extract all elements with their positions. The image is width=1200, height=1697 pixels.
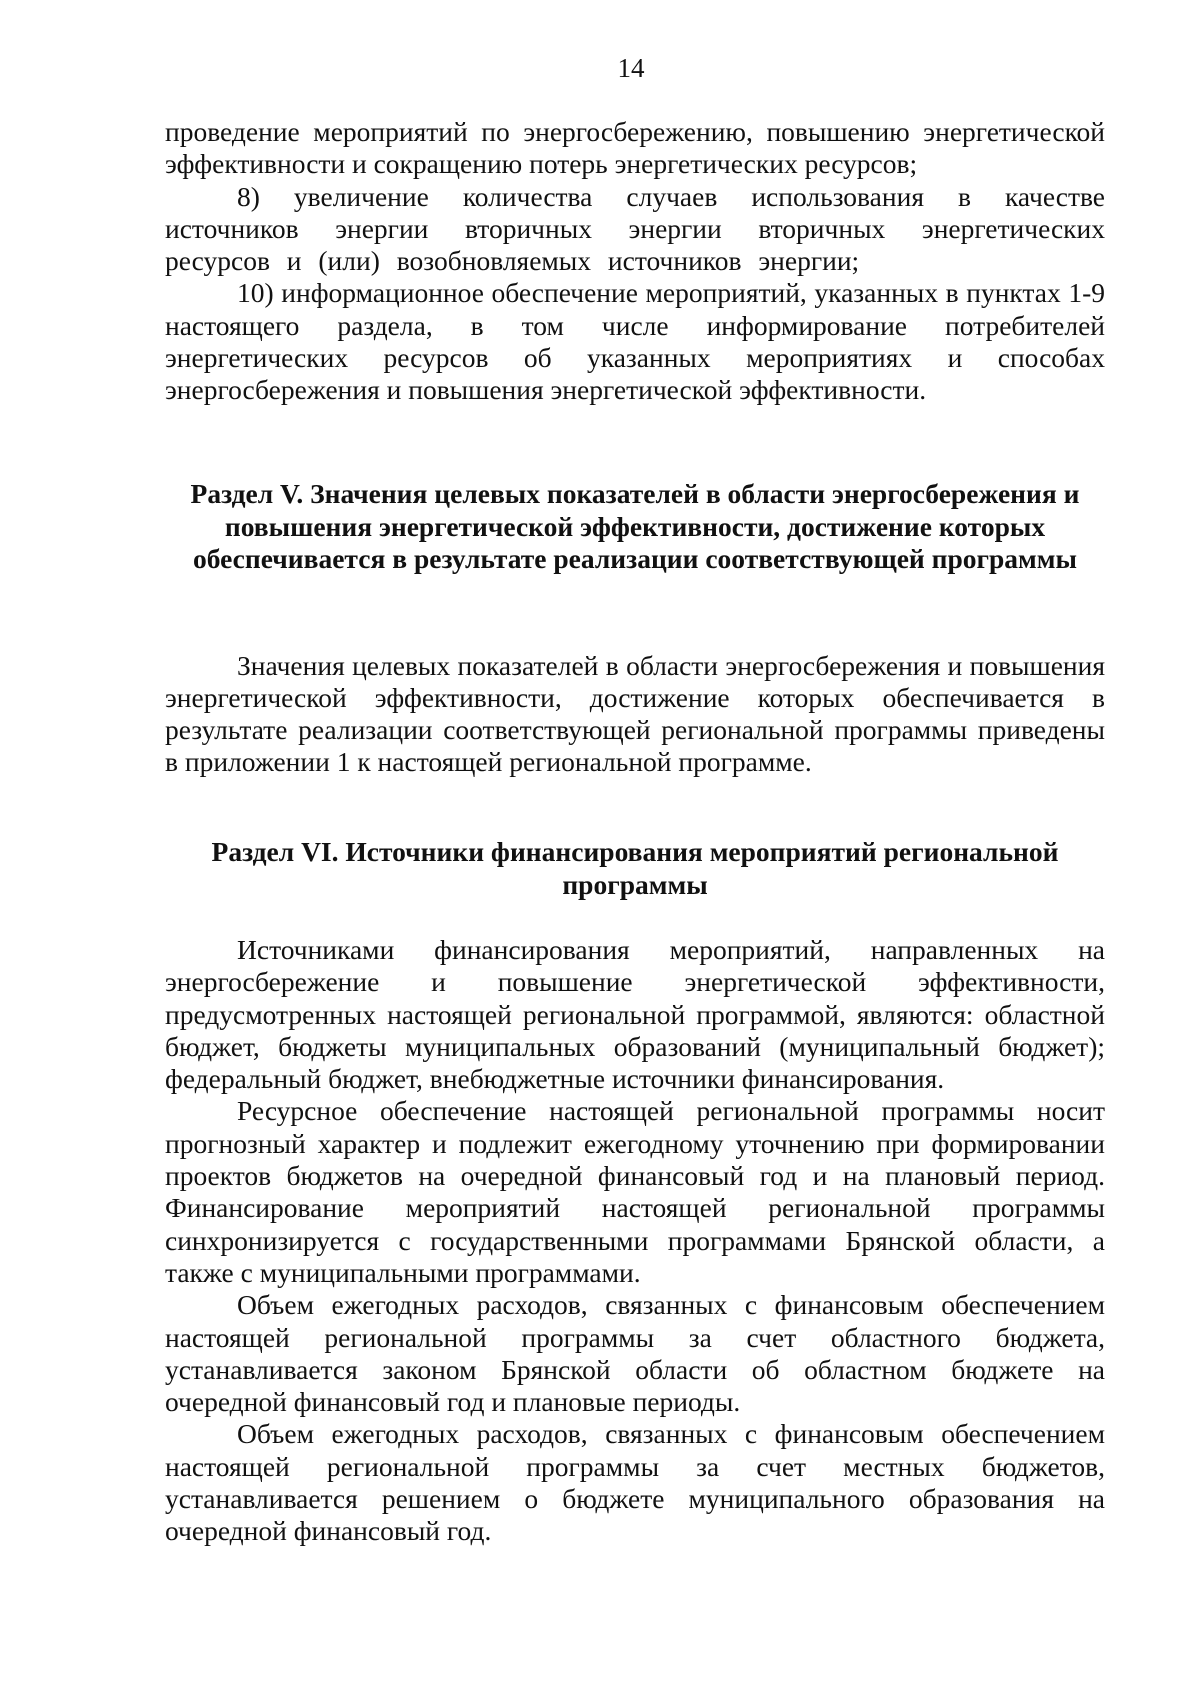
item7-continuation: проведение мероприятий по энергосбережению, повышению энергетической эффективности и сокращению потерь энергетических ресурсов;	[165, 116, 1105, 180]
page-number: 14	[617, 53, 645, 83]
list-item-8: 8) увеличение количества случаев использования в качестве источников энергии вторичных энергии вторичных энергетических ресурсов и (или) возобновляемых источников энергии;	[165, 180, 1105, 277]
section-5-heading: Раздел V. Значения целевых показателей в области энергосбережения и повышения энергетической эффективности, достижение которых обеспечивается в результате реализации соответствующей программы	[190, 478, 1080, 574]
section-6-paragraph-4: Объем ежегодных расходов, связанных с финансовым обеспечением настоящей региональной программы за счет местных бюджетов, устанавливается решением о бюджете муниципального образования на очередной финансовый год.	[165, 1418, 1105, 1547]
section-6	[165, 836, 1105, 1548]
section-6-paragraph-2: Ресурсное обеспечение настоящей региональной программы носит прогнозный характер и подлежит ежегодному уточнению при формировании проектов бюджетов на очередной финансовый год и на плановый период. Финансирование мероприятий настоящей региональной программы синхронизируется с государственными программами Брянской области, а также с муниципальными программами.	[165, 1095, 1105, 1288]
section-5	[165, 478, 1105, 779]
list-item-10: 10) информационное обеспечение мероприятий, указанных в пунктах 1-9 настоящего раздела, в том числе информирование потребителей энергетических ресурсов об указанных мероприятиях и способах энергосбережения и повышения энергетической эффективности.	[165, 277, 1105, 406]
section-6-heading: Раздел VI. Источники финансирования мероприятий региональной программы	[211, 836, 1059, 900]
section-6-paragraph-3: Объем ежегодных расходов, связанных с финансовым обеспечением настоящей региональной программы за счет областного бюджета, устанавливается законом Брянской области об областном бюджете на очередной финансовый год и плановые периоды.	[165, 1289, 1105, 1418]
intro-block	[165, 116, 1105, 407]
section-5-paragraph: Значения целевых показателей в области энергосбережения и повышения энергетической эффективности, достижение которых обеспечивается в результате реализации соответствующей региональной программы приведены в приложении 1 к настоящей региональной программе.	[165, 649, 1105, 778]
section-6-paragraph-1: Источниками финансирования мероприятий, направленных на энергосбережение и повышение энергетической эффективности, предусмотренных настоящей региональной программой, являются: областной бюджет, бюджеты муниципальных образований (муниципальный бюджет); федеральный бюджет, внебюджетные источники финансирования.	[165, 934, 1105, 1095]
